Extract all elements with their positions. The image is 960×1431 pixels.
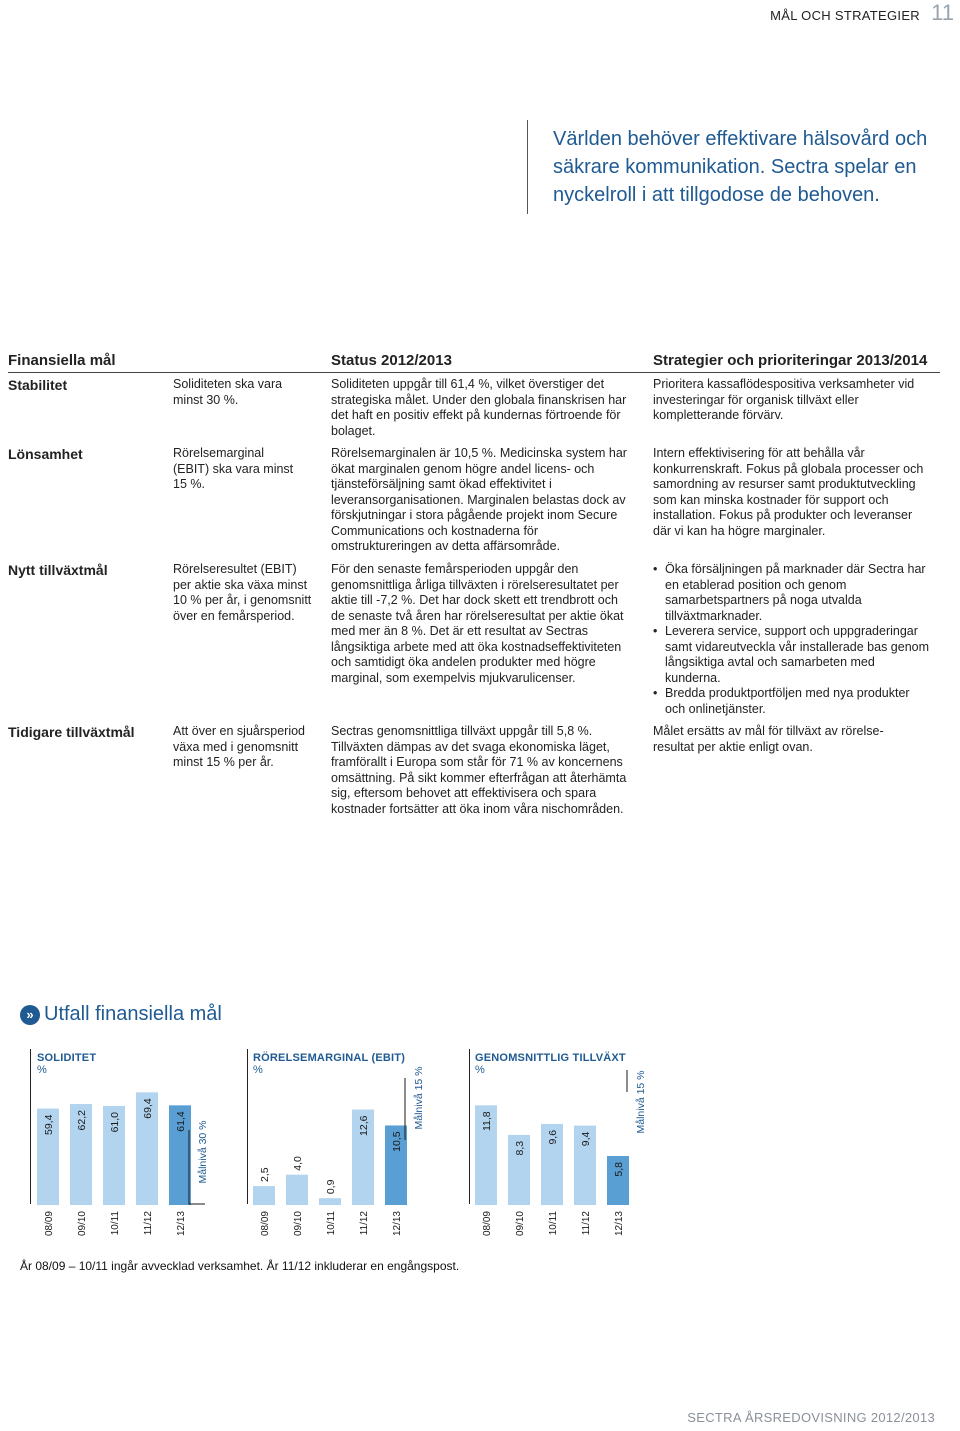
chart-title-soliditet: SOLIDITET <box>37 1052 97 1064</box>
double-chevron-icon: » <box>20 1005 40 1025</box>
row-goal-tidigare-tillvaxtmal: Att över en sjuårsperiod växa med i genomsnitt minst 15 % per år. <box>173 724 306 769</box>
bar-value-label: 12,6 <box>358 1115 370 1136</box>
chart-unit-tillvaxt: % <box>475 1064 485 1076</box>
target-label: Målnivå 30 % <box>197 1120 209 1184</box>
chart-unit-rorelsemarginal: % <box>253 1064 263 1076</box>
bar-value-label: 10,5 <box>391 1131 403 1152</box>
category-label: 11/12 <box>359 1211 370 1236</box>
row-label-tidigare-tillvaxtmal: Tidigare tillväxtmål <box>8 724 135 740</box>
target-label: Målnivå 15 % <box>635 1070 647 1134</box>
table-header-rule <box>8 372 940 373</box>
bar-value-label: 59,4 <box>43 1114 55 1136</box>
chart-rorelsemarginal <box>220 1040 460 1255</box>
row-goal-nytt-tillvaxtmal: Rörelseresultet (EBIT) per aktie ska växa minst 10 % per år, i genomsnitt över en femårsperiod. <box>173 562 312 623</box>
chart-footnote: År 08/09 – 10/11 ingår avvecklad verksamhet. År 11/12 inkluderar en engångspost. <box>20 1259 460 1273</box>
category-label: 08/09 <box>482 1211 493 1237</box>
category-label: 10/11 <box>110 1211 121 1236</box>
row-label-lonsamhet: Lönsamhet <box>8 446 83 462</box>
row-strategy-lonsamhet: Intern effektivisering för att behålla vår konkurrenskraft. Fokus på globala processer och samordning av resurser samt produktutveckling som kan minska kostnader för support och installation. Fokus på produkter och leveranser där vi kan ha högre marginaler. <box>653 446 924 538</box>
table-header-strategy: Strategier och prioriteringar 2013/2014 <box>653 352 928 369</box>
outcome-section-title <box>20 1003 222 1026</box>
chart-unit-soliditet: % <box>37 1064 47 1076</box>
row-status-tidigare-tillvaxtmal: Sectras genomsnittliga tillväxt uppgår till 5,8 %. Tillväxten dämpas av det svaga ekonomiska läget, framförallt i Europa som står för 71 % av koncernens omsättning. På sikt kommer efterfrågan att återhämta sig, eftersom behovet att effektivisera och spara kostnader fortsätter att öka inom våra nischområden. <box>331 724 627 816</box>
bar-value-label: 0,9 <box>325 1179 337 1195</box>
target-label: Målnivå 15 % <box>413 1066 425 1130</box>
category-label: 09/10 <box>77 1211 88 1237</box>
bar-value-label: 62,2 <box>76 1110 88 1131</box>
bar-value-label: 61,4 <box>175 1111 187 1132</box>
outcome-title-text: Utfall finansiella mål <box>44 1003 222 1025</box>
category-label: 11/12 <box>581 1211 592 1236</box>
table-header-goal: Finansiella mål <box>8 352 116 369</box>
row-label-stabilitet: Stabilitet <box>8 377 68 393</box>
bar-value-label: 8,3 <box>514 1140 526 1156</box>
strategy-bullet: • Leverera service, support och uppgraderingar samt vidareutveckla vår installerade bas genom långsiktiga avtal och samarbeten med kunderna. <box>653 624 933 686</box>
bar-value-label: 9,4 <box>580 1131 592 1147</box>
category-label: 10/11 <box>548 1211 559 1236</box>
bar-rorelsemarginal-08-09 <box>253 1186 275 1205</box>
bar-value-label: 9,6 <box>547 1129 559 1145</box>
bar-value-label: 69,4 <box>142 1098 154 1119</box>
category-label: 12/13 <box>392 1211 403 1237</box>
bar-rorelsemarginal-10-11 <box>319 1198 341 1205</box>
strategy-bullet: • Öka försäljningen på marknader där Sectra har en etablerad position och genom samarbetspartners på noga utvalda tillväxtmarknader. <box>653 562 933 624</box>
category-label: 08/09 <box>260 1211 271 1237</box>
bar-rorelsemarginal-09-10 <box>286 1175 308 1205</box>
category-label: 10/11 <box>326 1211 337 1236</box>
chart-title-rorelsemarginal: RÖRELSEMARGINAL (EBIT) <box>253 1052 406 1064</box>
strategy-bullet: • Bredda produktportföljen med nya produkter och onlinetjänster. <box>653 686 933 717</box>
row-status-nytt-tillvaxtmal: För den senaste femårsperioden uppgår den genomsnittliga årliga tillväxten i rörelseresultatet per aktie till -7,2 %. Det har dock skett ett trendbrott och de senaste två åren har rörelseresultat per aktie ökat med mer än 8 %. Det är ett resultat av Sectras långsiktiga arbete med att öka kostnadseffektiviteten och samtidigt öka andelen produkter med högre marginal, som exempelvis mjukvarulicenser. <box>331 562 624 685</box>
row-label-nytt-tillvaxtmal: Nytt tillväxtmål <box>8 562 108 578</box>
row-strategy-nytt-tillvaxtmal <box>653 562 933 717</box>
section-header: MÅL OCH STRATEGIER <box>770 8 920 23</box>
category-label: 09/10 <box>515 1211 526 1237</box>
row-status-stabilitet: Soliditeten uppgår till 61,4 %, vilket överstiger det strategiska målet. Under den globala finanskrisen har det haft en positiv effekt på kundernas förtroende för bolaget. <box>331 377 627 438</box>
bar-value-label: 2,5 <box>259 1167 271 1183</box>
bar-value-label: 11,8 <box>481 1111 493 1132</box>
row-goal-stabilitet: Soliditeten ska vara minst 30 %. <box>173 377 283 407</box>
category-label: 11/12 <box>143 1211 154 1236</box>
quote-divider <box>527 120 528 214</box>
table-header-status: Status 2012/2013 <box>331 352 452 369</box>
category-label: 12/13 <box>614 1211 625 1237</box>
row-status-lonsamhet: Rörelsemarginalen är 10,5 %. Medicinska system har ökat marginalen genom högre andel licens- och tjänsteförsäljning samt ökad effektivitet i leveransorganisationen. Marginalen belastas dock av förskjutningar i stora pågående projekt inom Secure Communications och kostnaderna för omstruktureringen av detta affärsområde. <box>331 446 627 553</box>
pull-quote: Världen behöver effektivare hälsovård och säkrare kommunikation. Sectra spelar en nyckelroll i att tillgodose de behoven. <box>553 128 928 206</box>
chart-tillvaxt <box>442 1040 682 1255</box>
row-goal-lonsamhet: Rörelsemarginal (EBIT) ska vara minst 15 %. <box>173 446 294 491</box>
category-label: 09/10 <box>293 1211 304 1237</box>
row-strategy-tidigare-tillvaxtmal: Målet ersätts av mål för tillväxt av rörelse-resultat per aktie enligt ovan. <box>653 724 884 754</box>
category-label: 08/09 <box>44 1211 55 1237</box>
page-footer: SECTRA ÅRSREDOVISNING 2012/2013 <box>687 1410 935 1425</box>
bar-value-label: 4,0 <box>292 1156 304 1171</box>
bar-value-label: 5,8 <box>613 1162 625 1177</box>
bar-value-label: 61,0 <box>109 1111 121 1133</box>
page-number: 11 <box>931 0 954 25</box>
chart-title-tillvaxt: GENOMSNITTLIG TILLVÄXT <box>475 1052 626 1064</box>
row-strategy-stabilitet: Prioritera kassaflödespositiva verksamheter vid investeringar för organisk tillväxt eller kompletterande förvärv. <box>653 377 915 422</box>
category-label: 12/13 <box>176 1211 187 1237</box>
chart-soliditet <box>0 1040 240 1255</box>
